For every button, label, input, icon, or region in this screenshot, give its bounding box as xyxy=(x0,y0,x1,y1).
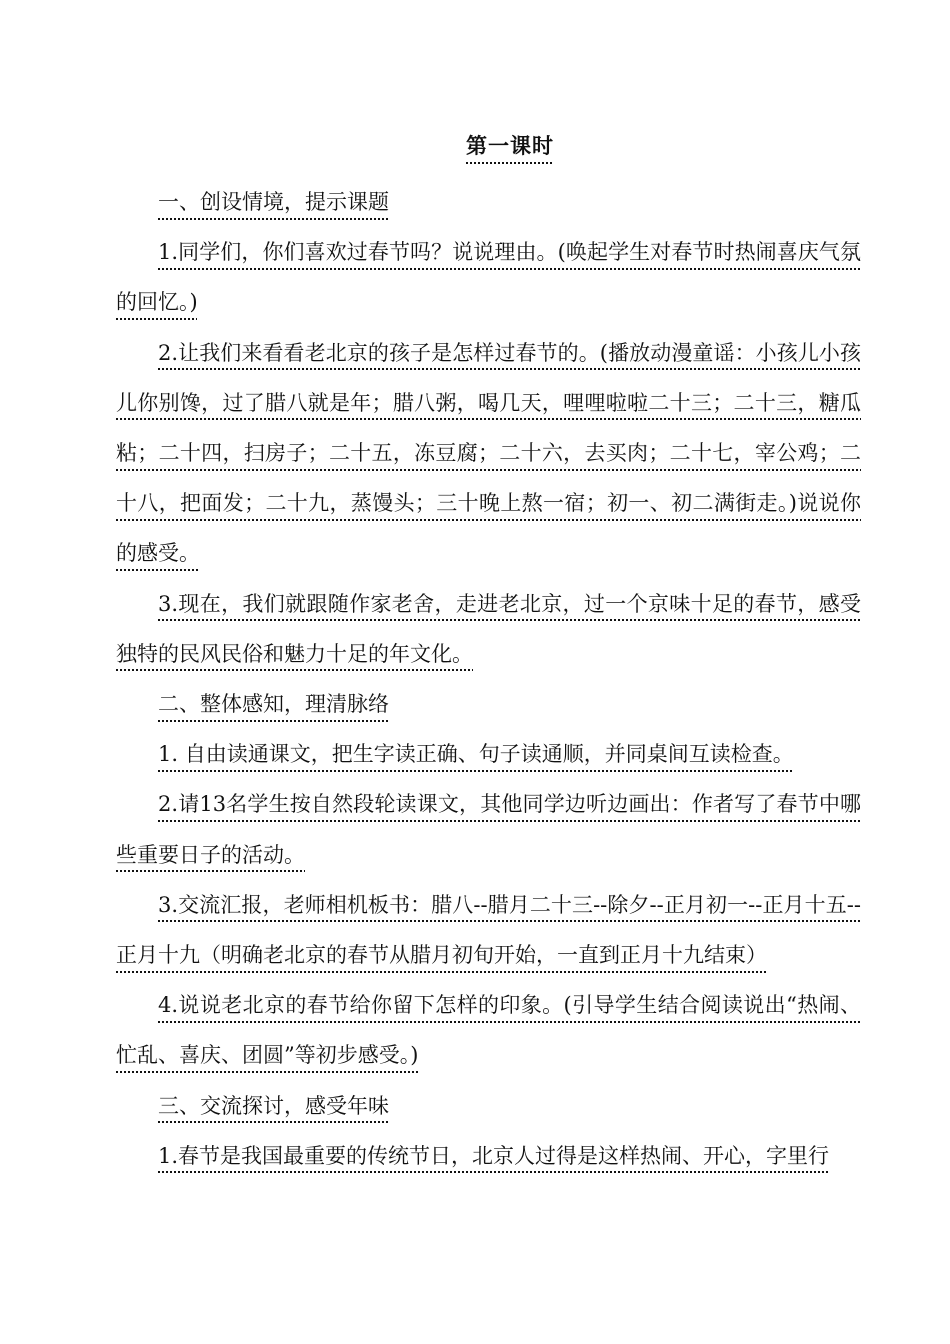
paragraph-1-2: 2.让我们来看看老北京的孩子是怎样过春节的。(播放动漫童谣：小孩儿小孩儿你别馋，过了腊八就是年；腊八粥，喝几天，哩哩啦啦二十三；二十三，糖瓜粘；二十四，扫房子；二十五，冻豆腐；二十六，去买肉；二十七，宰公鸡；二十八，把面发；二十九，蒸馒头；三十晚上熬一宿；初一、初二满街走。)说说你的感受。 xyxy=(116,340,861,566)
section-heading-1: 一、创设情境，提示课题 xyxy=(158,190,389,214)
paragraph-2-4: 4.说说老北京的春节给你留下怎样的印象。(引导学生结合阅读说出“热闹、忙乱、喜庆、团圆”等初步感受。) xyxy=(116,993,861,1068)
section-heading-2: 二、整体感知，理清脉络 xyxy=(158,692,389,717)
paragraph-2-1: 1. 自由读通课文，把生字读正确、句子读通顺，并同桌间互读检查。 xyxy=(158,742,794,767)
lesson-title-text: 第一课时 xyxy=(466,133,554,158)
paragraph-3-1: 1.春节是我国最重要的传统节日，北京人过得是这样热闹、开心，字里行 xyxy=(158,1143,830,1168)
lesson-title xyxy=(0,128,950,164)
paragraph-1-3: 3.现在，我们就跟随作家老舍，走进老北京，过一个京味十足的春节，感受独特的民风民俗和魅力十足的年文化。 xyxy=(116,591,861,666)
paragraph-2-2: 2.请13名学生按自然段轮读课文，其他同学边听边画出：作者写了春节中哪些重要日子的活动。 xyxy=(116,792,861,867)
section-heading-3: 三、交流探讨，感受年味 xyxy=(158,1093,389,1118)
paragraph-2-3: 3.交流汇报，老师相机板书：腊八--腊月二十三--除夕--正月初一--正月十五--正月十九（明确老北京的春节从腊月初旬开始，一直到正月十九结束） xyxy=(116,892,861,968)
document-body xyxy=(116,177,861,1181)
paragraph-1-1: 1.同学们，你们喜欢过春节吗？说说理由。(唤起学生对春节时热闹喜庆气氛的回忆。) xyxy=(116,240,861,315)
